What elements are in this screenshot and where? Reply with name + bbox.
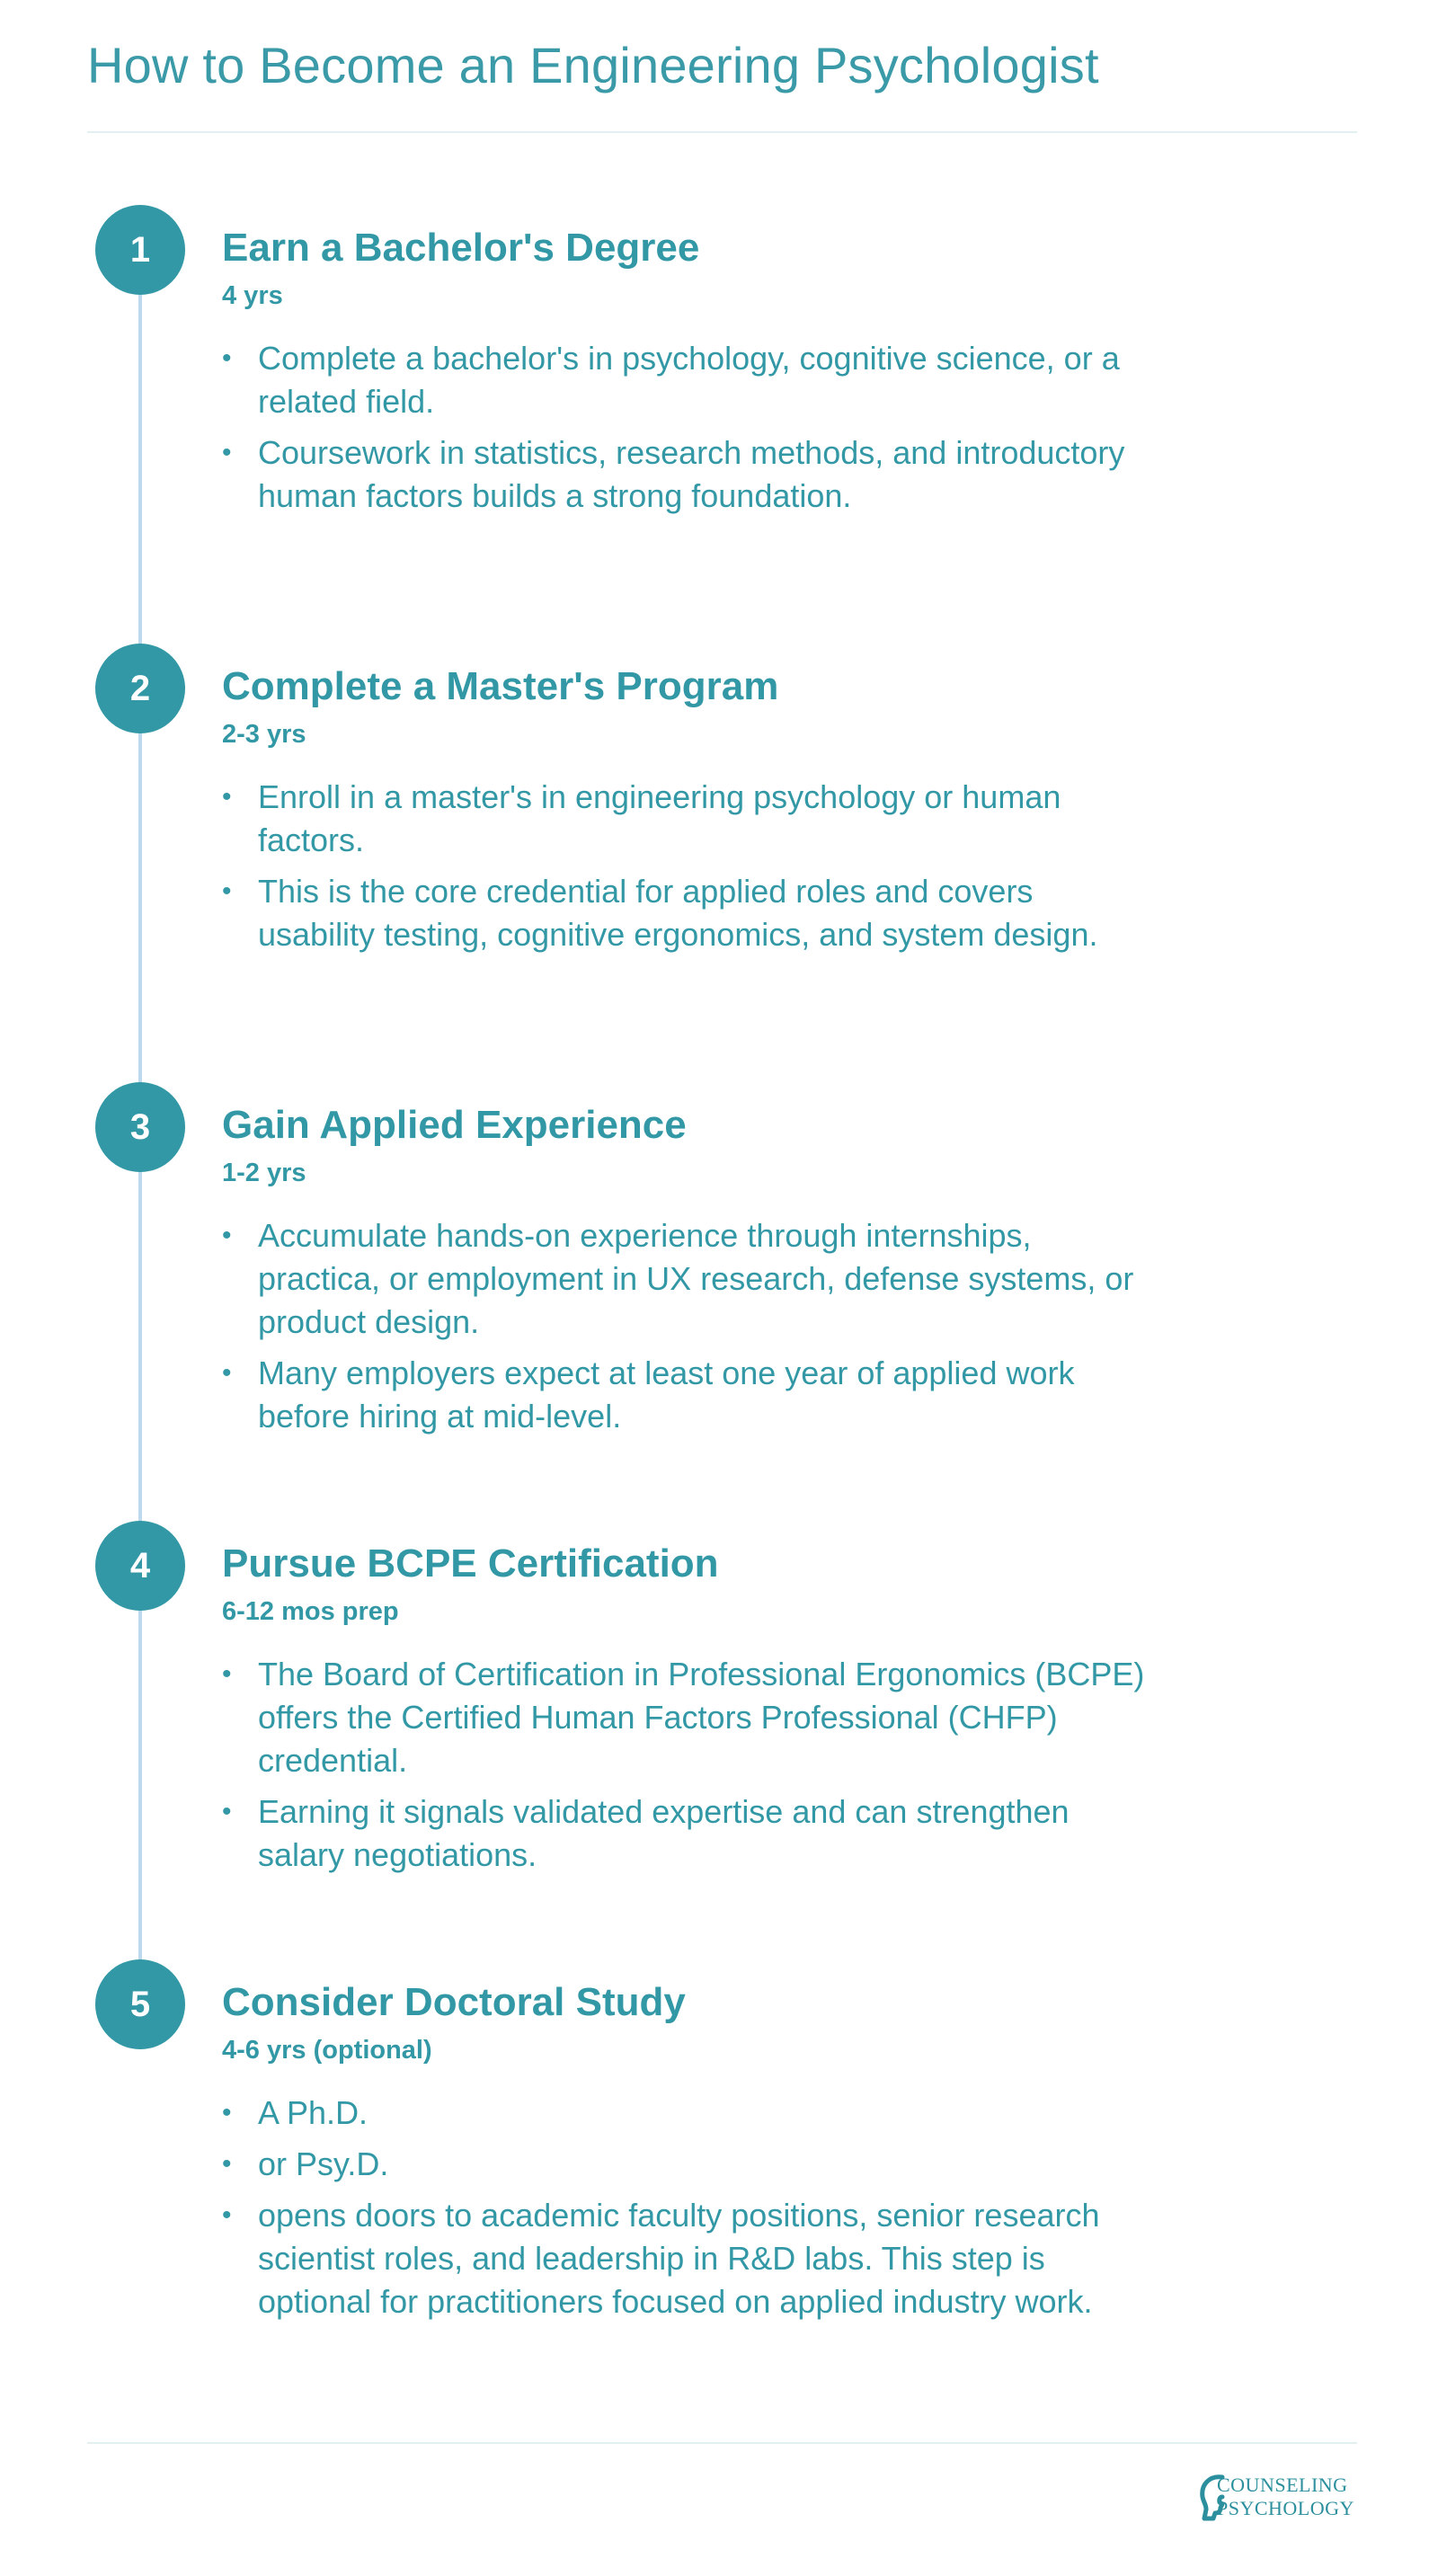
step-duration: 4-6 yrs (optional) [222,2035,432,2065]
step-number-badge: 3 [95,1082,185,1172]
bullet-item: • Earning it signals validated expertise and can strengthen salary negotiations. [222,1790,1157,1877]
logo-wordmark [1217,2474,1354,2520]
bullet-item: • Many employers expect at least one year of applied work before hiring at mid-level. [222,1352,1157,1438]
step-number-badge: 4 [95,1521,185,1611]
counseling-psychology-logo [1195,2470,1357,2524]
bullet-item: • or Psy.D. [222,2143,1157,2186]
bullet-item: • Complete a bachelor's in psychology, cognitive science, or a related field. [222,337,1157,423]
step-duration: 2-3 yrs [222,719,306,749]
step-bullet-list [222,776,1157,956]
step-content [222,1979,1157,2332]
step-number-badge: 1 [95,205,185,295]
step-content [222,225,1157,526]
step-duration: 4 yrs [222,280,283,310]
bullet-item: • Coursework in statistics, research methods, and introductory human factors builds a strong foundation. [222,431,1157,518]
bullet-item: • This is the core credential for applied roles and covers usability testing, cognitive ergonomics, and system design. [222,870,1157,956]
step-bullet-list [222,1214,1157,1438]
step-content [222,1541,1157,1885]
step-title: Gain Applied Experience [222,1103,687,1147]
page-title: How to Become an Engineering Psychologist [87,37,1099,93]
step-duration: 6-12 mos prep [222,1596,399,1626]
step-content [222,663,1157,964]
header-divider [87,131,1357,133]
step-bullet-list [222,2092,1157,2323]
bullet-item: • The Board of Certification in Professional Ergonomics (BCPE) offers the Certified Human Factors Professional (CHFP) credential. [222,1653,1157,1782]
bullet-item: • Enroll in a master's in engineering psychology or human factors. [222,776,1157,862]
step-bullet-list [222,337,1157,518]
logo-line-1: COUNSELING [1217,2474,1348,2496]
footer-divider [87,2442,1357,2444]
bullet-item: • A Ph.D. [222,2092,1157,2135]
step-title: Complete a Master's Program [222,664,779,708]
step-title: Earn a Bachelor's Degree [222,226,700,270]
step-number-badge: 5 [95,1959,185,2049]
logo-line-2: PSYCHOLOGY [1217,2497,1354,2519]
step-duration: 1-2 yrs [222,1158,306,1187]
bullet-item: • opens doors to academic faculty positions, senior research scientist roles, and leadership in R&D labs. This step is optional for practitioners focused on applied industry work. [222,2194,1157,2323]
step-title: Pursue BCPE Certification [222,1541,719,1586]
step-number-badge: 2 [95,644,185,733]
step-content [222,1102,1157,1446]
step-title: Consider Doctoral Study [222,1980,686,2024]
step-bullet-list [222,1653,1157,1877]
bullet-item: • Accumulate hands-on experience through internships, practica, or employment in UX research, defense systems, or product design. [222,1214,1157,1344]
